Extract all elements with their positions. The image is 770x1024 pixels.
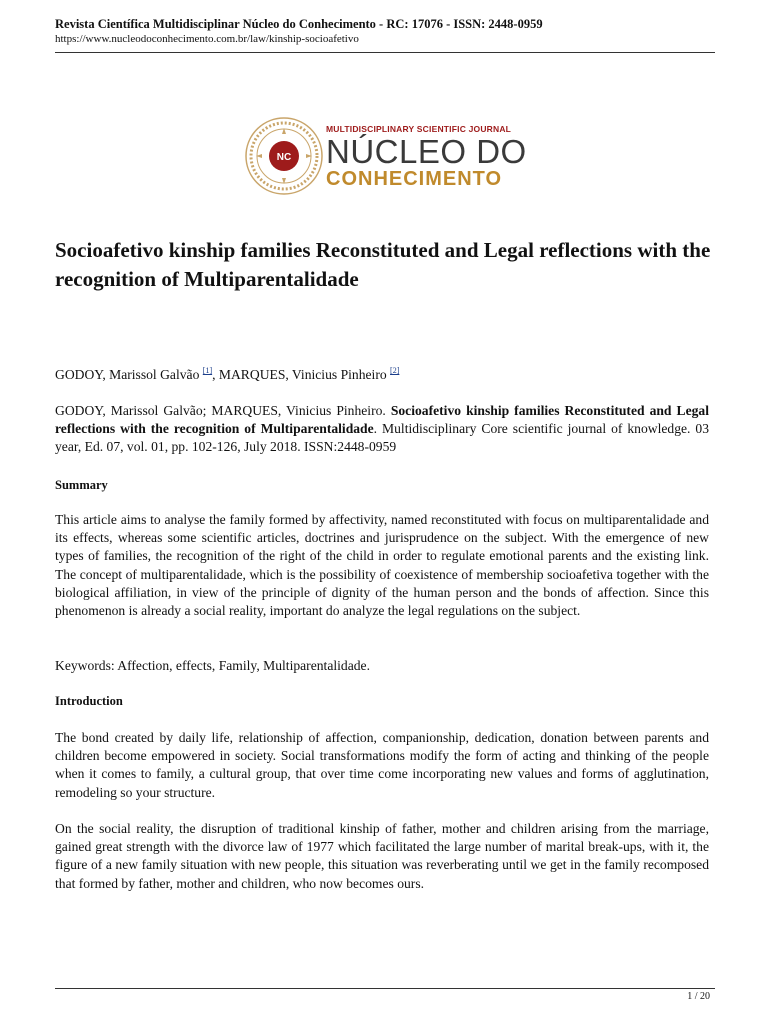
journal-header-title: Revista Científica Multidisciplinar Núcleo do Conhecimento - RC: 17076 - ISSN: 2448-0959 bbox=[55, 17, 543, 31]
introduction-heading: Introduction bbox=[55, 694, 123, 708]
author-line bbox=[55, 366, 709, 384]
logo-wordmark bbox=[326, 124, 526, 190]
article-title: Socioafetivo kinship families Reconstituted and Legal reflections with the recognition of Multiparentalidade bbox=[55, 238, 711, 291]
citation-authors: GODOY, Marissol Galvão; MARQUES, Vinicius Pinheiro. bbox=[55, 403, 391, 418]
citation bbox=[55, 402, 709, 457]
citation-title: Socioafetivo kinship families Reconstituted and Legal reflections with the recognition of Multiparentalidade bbox=[55, 403, 709, 437]
logo-gold-text: CONHECIMENTO bbox=[326, 168, 503, 190]
header-divider bbox=[55, 52, 715, 53]
seal-text: NC bbox=[276, 152, 292, 163]
footer-divider bbox=[55, 988, 715, 989]
logo-subtitle: MULTIDISCIPLINARY SCIENTIFIC JOURNAL bbox=[326, 124, 512, 134]
author-1: GODOY, Marissol Galvão bbox=[55, 367, 200, 382]
logo-main-text: NÚCLEO DO bbox=[326, 133, 527, 170]
introduction-paragraph-2: On the social reality, the disruption of traditional kinship of father, mother and children arising from the marriage, gained great strength with the divorce law of 1977 which facilitated the large number of marital break-ups, with it, the figure of a new family situation with new people, this situation was reverberating until we get in the family recomposed that formed by father, mother and children, who now becomes ours. bbox=[55, 821, 709, 891]
citation-details: . Multidisciplinary Core scientific journal of knowledge. 03 year, Ed. 07, vol. 01, pp. 102-126, July 2018. ISSN:2448-0959 bbox=[55, 421, 710, 455]
page-number: 1 / 20 bbox=[687, 991, 710, 1002]
keywords: Keywords: Affection, effects, Family, Multiparentalidade. bbox=[55, 658, 370, 673]
seal-icon bbox=[244, 116, 324, 196]
author-2: , MARQUES, Vinicius Pinheiro bbox=[212, 367, 387, 382]
summary-heading: Summary bbox=[55, 478, 108, 492]
summary-paragraph: This article aims to analyse the family formed by affectivity, named reconstituted with focus on multiparentalidade and its effects, whereas some scientific articles, doctrines and jurisprudence on the subject. With the emergence of new types of families, the recognition of the right of the child in order to regulate emotional parents and the existing link. The concept of multiparentalidade, which is the possibility of coexistence of membership socioafetiva together with the biological affiliation, in view of the principle of dignity of the human person and the bonds of affection. Since this phenomenon is already a social reality, important do analyze the legal regulations on the subject. bbox=[55, 512, 709, 619]
journal-logo bbox=[244, 116, 526, 196]
footnote-link-1[interactable]: [1] bbox=[202, 366, 213, 375]
article-url[interactable]: https://www.nucleodoconhecimento.com.br/law/kinship-socioafetivo bbox=[55, 33, 359, 45]
running-header bbox=[55, 16, 715, 46]
footnote-link-2[interactable]: [2] bbox=[390, 366, 400, 375]
introduction-paragraph-1: The bond created by daily life, relationship of affection, companionship, dedication, donation between parents and children become empowered in society. Social transformations modify the form of acting and thinking of the people when it comes to family, a cultural group, that over time come incorporating new values and forms of agglutination, remodeling so your structure. bbox=[55, 730, 709, 800]
